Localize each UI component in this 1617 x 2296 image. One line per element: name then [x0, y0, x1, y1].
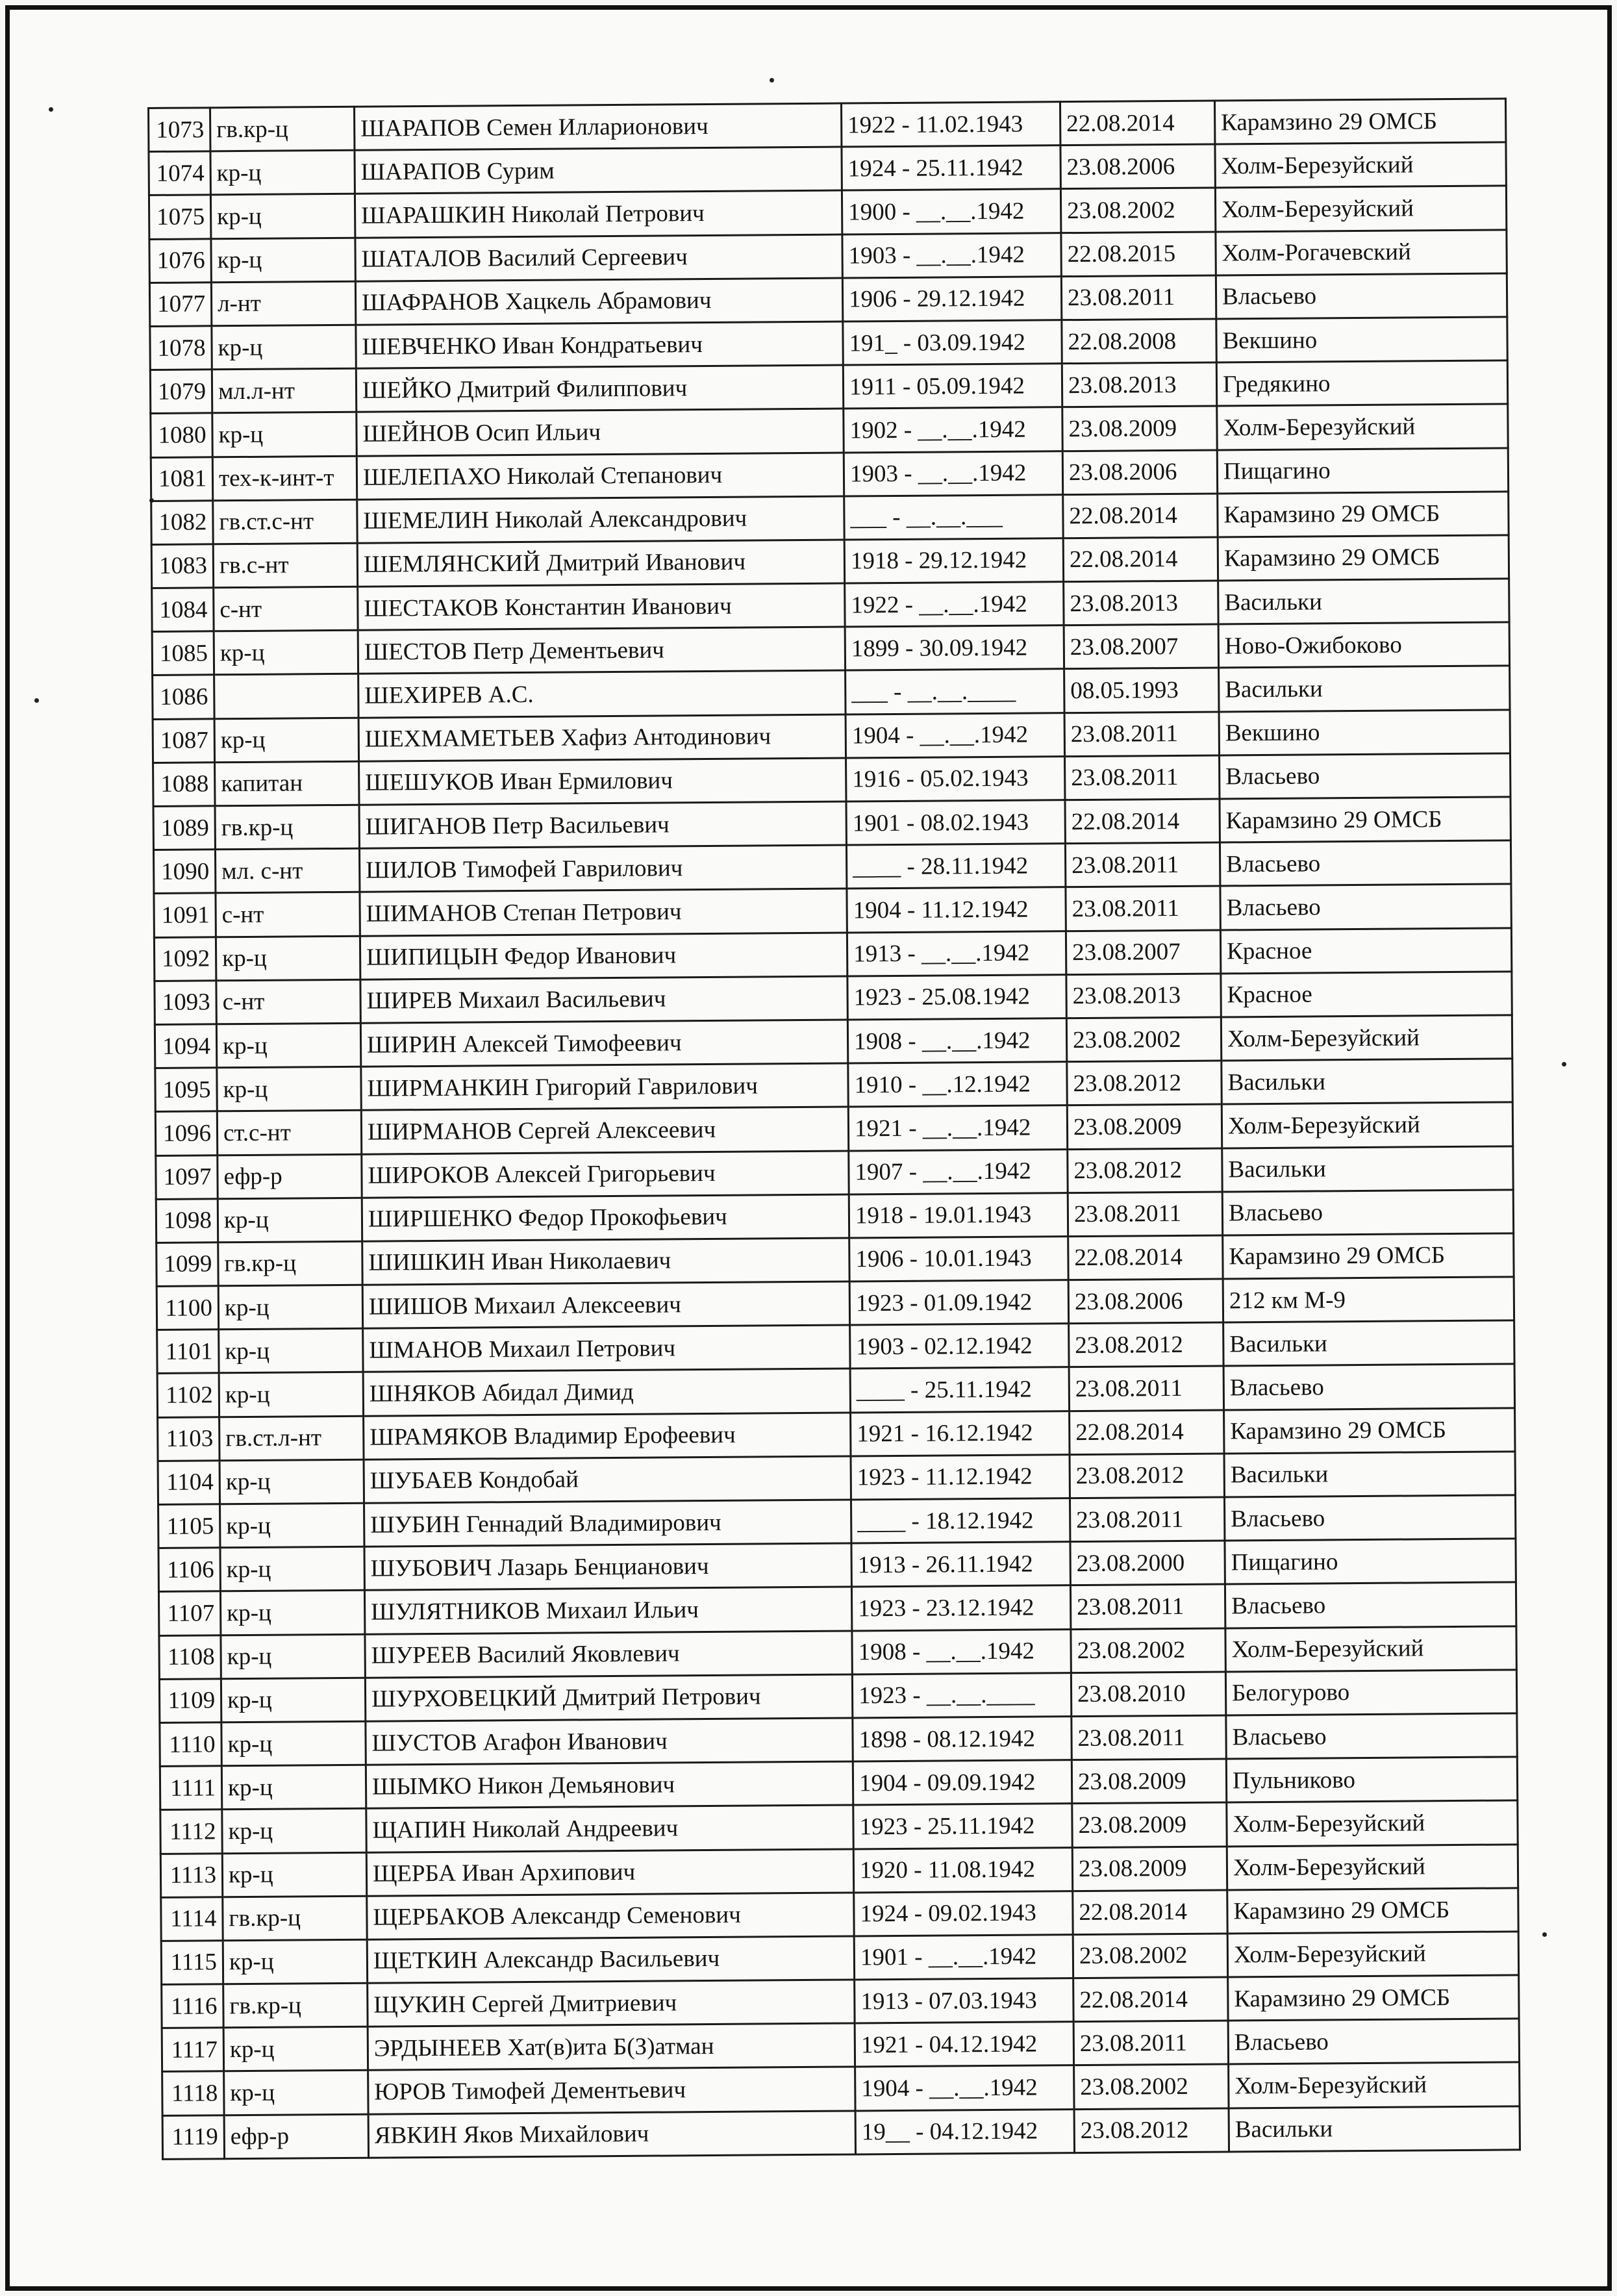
burial-place: Холм-Березуйский [1221, 1015, 1512, 1061]
military-rank: кр-ц [210, 194, 355, 239]
burial-roster-table [147, 97, 1521, 2160]
row-number: 1088 [153, 763, 215, 807]
reburial-date: 23.08.2011 [1065, 842, 1220, 887]
military-rank: кр-ц [219, 1372, 363, 1417]
reburial-date: 22.08.2014 [1068, 1235, 1223, 1280]
reburial-date: 23.08.2006 [1068, 1279, 1223, 1324]
burial-place: Холм-Березуйский [1225, 1626, 1516, 1671]
burial-place: Холм-Рогачевский [1216, 229, 1507, 275]
full-name: ШУЛЯТНИКОВ Михаил Ильич [364, 1587, 851, 1634]
burial-place: Карамзино 29 ОМСБ [1218, 492, 1509, 537]
reburial-date: 23.08.2011 [1065, 755, 1220, 800]
row-number: 1113 [160, 1853, 222, 1897]
reburial-date: 23.08.2011 [1070, 1497, 1224, 1542]
life-years: 1902 - __.__.1942 [844, 407, 1062, 453]
burial-place: Холм-Березуйский [1227, 1932, 1518, 1977]
row-number: 1115 [161, 1941, 223, 1985]
reburial-date: 23.08.2009 [1072, 1802, 1227, 1847]
life-years: 1923 - 23.12.1942 [851, 1585, 1070, 1631]
reburial-date: 23.08.2002 [1066, 1017, 1221, 1062]
military-rank: гв.кр-ц [215, 805, 359, 850]
life-years: 1903 - __.__.1942 [844, 451, 1062, 496]
burial-place: Векшино [1216, 317, 1507, 362]
reburial-date: 23.08.2002 [1073, 1934, 1227, 1978]
full-name: ШАТАЛОВ Василий Сергеевич [355, 234, 842, 281]
row-number: 1074 [149, 151, 210, 196]
row-number: 1095 [155, 1068, 217, 1112]
scan-speck [34, 698, 39, 703]
life-years: 1901 - 08.02.1943 [846, 800, 1065, 846]
military-rank: кр-ц [221, 1634, 365, 1679]
full-name: ШЕСТАКОВ Константин Иванович [358, 583, 845, 630]
military-rank: кр-ц [218, 1198, 362, 1243]
military-rank: гв.ст.с-нт [213, 499, 357, 544]
row-number: 1103 [158, 1417, 219, 1461]
life-years: 1921 - __.__.1942 [848, 1105, 1067, 1151]
full-name: ШИШОВ Михаил Алексеевич [362, 1281, 849, 1328]
burial-place: Карамзино 29 ОМСБ [1220, 797, 1510, 842]
burial-place: Холм-Березуйский [1222, 1102, 1512, 1148]
life-years: ____ - 18.12.1942 [851, 1498, 1070, 1544]
reburial-date: 22.08.2014 [1073, 1977, 1228, 2022]
life-years: 1922 - __.__.1942 [845, 582, 1064, 627]
reburial-date: 23.08.2009 [1072, 1759, 1226, 1804]
full-name: ШАРАПОВ Семен Илларионович [355, 103, 842, 150]
row-number: 1108 [159, 1635, 221, 1679]
burial-place: Карамзино 29 ОМСБ [1218, 535, 1509, 581]
row-number: 1092 [154, 937, 216, 981]
life-years: 1921 - 04.12.1942 [855, 2022, 1073, 2067]
scan-speck [49, 107, 53, 112]
row-number: 1114 [161, 1897, 223, 1941]
full-name: ШУБАЕВ Кондобай [364, 1456, 851, 1503]
row-number: 1090 [153, 850, 215, 894]
row-number: 1081 [151, 457, 212, 501]
reburial-date: 23.08.2007 [1066, 930, 1220, 975]
full-name: ШИШКИН Иван Николаевич [362, 1238, 849, 1285]
life-years: 1913 - __.__.1942 [847, 931, 1066, 976]
life-years: 1903 - 02.12.1942 [850, 1324, 1069, 1369]
military-rank: кр-ц [220, 1503, 364, 1548]
row-number: 1075 [149, 195, 210, 239]
life-years: ____ - 28.11.1942 [846, 844, 1065, 889]
row-number: 1111 [160, 1766, 221, 1810]
row-number: 1118 [162, 2071, 224, 2115]
burial-place: Красное [1220, 927, 1511, 973]
burial-place: Карамзино 29 ОМСБ [1223, 1233, 1514, 1279]
military-rank: кр-ц [220, 1546, 364, 1591]
military-rank: кр-ц [219, 1459, 364, 1504]
full-name: ЩУКИН Сергей Дмитриевич [368, 1980, 855, 2026]
row-number: 1085 [152, 631, 214, 675]
military-rank: кр-ц [223, 2026, 368, 2071]
reburial-date: 22.08.2014 [1065, 799, 1220, 844]
row-number: 1086 [153, 675, 214, 719]
row-number: 1087 [153, 718, 214, 763]
row-number: 1091 [154, 893, 216, 937]
military-rank: мл. с-нт [215, 848, 359, 893]
burial-place: Карамзино 29 ОМСБ [1227, 1888, 1518, 1934]
reburial-date: 23.08.2000 [1070, 1541, 1225, 1585]
burial-place: Васильки [1222, 1059, 1512, 1104]
scanned-page [5, 5, 1612, 2291]
life-years: 1920 - 11.08.1942 [853, 1847, 1072, 1893]
row-number: 1100 [157, 1286, 218, 1330]
full-name: ШИЛОВ Тимофей Гаврилович [359, 845, 846, 892]
full-name: ШЕВЧЕНКО Иван Кондратьевич [356, 322, 843, 368]
full-name: ШУБОВИЧ Лазарь Бенцианович [364, 1543, 851, 1590]
life-years: 1916 - 05.02.1943 [846, 756, 1065, 801]
life-years: 1906 - 10.01.1943 [849, 1237, 1068, 1282]
reburial-date: 23.08.2006 [1060, 144, 1215, 189]
military-rank: кр-ц [222, 1809, 366, 1854]
life-years: 1901 - __.__.1942 [854, 1934, 1073, 1980]
row-number: 1094 [155, 1024, 216, 1068]
military-rank: кр-ц [219, 1328, 363, 1373]
life-years: 191_ - 03.09.1942 [843, 320, 1062, 366]
full-name: ЩЕРБА Иван Архипович [366, 1848, 853, 1895]
row-number: 1097 [156, 1155, 218, 1199]
military-rank: кр-ц [223, 1939, 367, 1984]
full-name: ШЕШУКОВ Иван Ермилович [359, 758, 846, 805]
life-years: 1904 - 09.09.1942 [853, 1760, 1072, 1806]
military-rank [214, 674, 358, 719]
life-years: 1921 - 16.12.1942 [851, 1411, 1070, 1456]
full-name: ШАРАПОВ Сурим [355, 147, 842, 194]
row-number: 1093 [155, 981, 216, 1025]
full-name: ШМАНОВ Михаил Петрович [363, 1325, 850, 1372]
reburial-date: 23.08.2013 [1062, 362, 1216, 407]
life-years: 1904 - 11.12.1942 [847, 887, 1066, 933]
life-years: 1923 - 11.12.1942 [851, 1454, 1070, 1500]
reburial-date: 23.08.2012 [1074, 2108, 1229, 2153]
reburial-date: 22.08.2014 [1063, 537, 1218, 582]
reburial-date: 23.08.2009 [1062, 406, 1217, 451]
full-name: ШНЯКОВ Абидал Димид [363, 1369, 850, 1415]
reburial-date: 23.08.2011 [1069, 1366, 1223, 1411]
row-number: 1080 [151, 413, 212, 457]
burial-place: Холм-Березуйский [1227, 1844, 1518, 1889]
reburial-date: 23.08.2011 [1068, 1192, 1222, 1237]
reburial-date: 23.08.2012 [1070, 1454, 1224, 1498]
military-rank: кр-ц [222, 1852, 366, 1897]
row-number: 1105 [158, 1504, 220, 1548]
life-years: ____ - 25.11.1942 [850, 1367, 1069, 1413]
burial-place: Васильки [1219, 666, 1510, 711]
reburial-date: 23.08.2012 [1067, 1061, 1222, 1105]
burial-place: Власьево [1216, 273, 1507, 319]
reburial-date: 23.08.2011 [1073, 2021, 1228, 2065]
reburial-date: 23.08.2006 [1062, 450, 1217, 495]
burial-place: Гредякино [1216, 360, 1507, 406]
scan-speck [1542, 1932, 1547, 1937]
row-number: 1099 [157, 1243, 218, 1287]
full-name: ШУРХОВЕЦКИЙ Дмитрий Петрович [365, 1674, 852, 1721]
row-number: 1102 [157, 1373, 219, 1417]
row-number: 1082 [151, 500, 213, 544]
burial-place: Холм-Березуйский [1229, 2062, 1520, 2108]
full-name: ЩЕТКИН Александр Васильевич [367, 1936, 854, 1983]
burial-place: Власьево [1228, 2019, 1519, 2064]
row-number: 1109 [159, 1679, 221, 1723]
scan-speck [1562, 1062, 1566, 1066]
full-name: ШЫМКО Никон Демьянович [366, 1761, 853, 1808]
row-number: 1098 [156, 1198, 218, 1243]
reburial-date: 23.08.2002 [1071, 1628, 1225, 1673]
burial-place: Власьево [1225, 1582, 1516, 1628]
full-name: ШИПИЦЫН Федор Иванович [360, 933, 847, 979]
reburial-date: 23.08.2007 [1064, 624, 1218, 669]
burial-place: Векшино [1219, 710, 1510, 755]
life-years: 1923 - 25.11.1942 [853, 1804, 1072, 1849]
military-rank: кр-ц [212, 325, 356, 370]
reburial-date: 23.08.2011 [1061, 275, 1216, 320]
military-rank: ефр-р [224, 2114, 368, 2159]
full-name: ШЕМЕЛИН Николай Александрович [357, 496, 844, 543]
reburial-date: 23.08.2012 [1069, 1322, 1223, 1367]
row-number: 1073 [149, 108, 210, 152]
full-name: ШРАМЯКОВ Владимир Ерофеевич [364, 1413, 851, 1459]
row-number: 1076 [149, 238, 211, 283]
row-number: 1101 [157, 1330, 219, 1374]
military-rank: кр-ц [217, 1066, 361, 1111]
life-years: 1903 - __.__.1942 [842, 233, 1061, 278]
row-number: 1117 [162, 2028, 223, 2072]
burial-place: Холм-Березуйский [1215, 142, 1506, 188]
military-rank: тех-к-инт-т [212, 456, 357, 501]
full-name: ШИМАНОВ Степан Петрович [360, 889, 847, 935]
life-years: 1918 - 29.12.1942 [844, 538, 1063, 584]
burial-place: Власьево [1226, 1713, 1517, 1759]
full-name: ШУБИН Геннадий Владимирович [364, 1500, 851, 1546]
military-rank: кр-ц [214, 718, 358, 763]
reburial-date: 23.08.2002 [1060, 188, 1215, 233]
burial-place: Холм-Березуйский [1227, 1800, 1518, 1846]
military-rank: ефр-р [218, 1154, 362, 1199]
military-rank: ст.с-нт [217, 1111, 361, 1155]
burial-place: Белогурово [1225, 1670, 1516, 1715]
table-row [162, 2106, 1520, 2159]
reburial-date: 22.08.2014 [1070, 1410, 1224, 1455]
full-name: ШЕХМАМЕТЬЕВ Хафиз Антодинович [358, 714, 846, 761]
full-name: ШУСТОВ Агафон Иванович [366, 1718, 853, 1765]
full-name: ЭРДЫНЕЕВ Хат(в)ита Б(З)атман [368, 2023, 855, 2070]
military-rank: кр-ц [224, 2071, 368, 2115]
reburial-date: 22.08.2014 [1063, 494, 1218, 538]
full-name: ШЕХИРЕВ А.С. [358, 670, 846, 717]
reburial-date: 23.08.2013 [1064, 581, 1218, 625]
military-rank: гв.кр-ц [210, 107, 355, 151]
reburial-date: 22.08.2014 [1060, 101, 1214, 145]
burial-place: Власьево [1220, 753, 1510, 799]
life-years: 1908 - __.__.1942 [852, 1629, 1071, 1674]
row-number: 1107 [158, 1591, 220, 1635]
military-rank: кр-ц [212, 412, 357, 457]
military-rank: кр-ц [210, 150, 355, 195]
row-number: 1084 [152, 588, 214, 632]
military-rank: кр-ц [211, 238, 355, 283]
life-years: 1913 - 07.03.1943 [855, 1978, 1073, 2024]
military-rank: кр-ц [221, 1765, 366, 1810]
life-years: 1898 - 08.12.1942 [853, 1717, 1072, 1762]
row-number: 1083 [151, 544, 213, 588]
row-number: 1110 [160, 1722, 221, 1767]
life-years: 1922 - 11.02.1943 [841, 102, 1060, 147]
full-name: ШИРЕВ Михаил Васильевич [360, 976, 847, 1023]
reburial-date: 22.08.2014 [1073, 1890, 1227, 1935]
life-years: 1923 - 25.08.1942 [847, 974, 1066, 1020]
full-name: ШУРЕЕВ Василий Яковлевич [365, 1631, 852, 1678]
life-years: 1904 - __.__.1942 [846, 713, 1064, 758]
life-years: 1910 - __.12.1942 [848, 1062, 1067, 1107]
row-number: 1079 [150, 370, 212, 414]
burial-place: Власьево [1223, 1364, 1514, 1409]
life-years: 1923 - __.__.____ [852, 1672, 1071, 1718]
military-rank: кр-ц [216, 1023, 360, 1068]
full-name: ШИРШЕНКО Федор Прокофьевич [362, 1194, 849, 1241]
burial-place: Власьево [1220, 840, 1510, 886]
military-rank: кр-ц [216, 936, 360, 981]
military-rank: кр-ц [214, 631, 358, 675]
reburial-date: 23.08.2009 [1072, 1846, 1227, 1891]
military-rank: гв.ст.л-нт [219, 1416, 364, 1461]
full-name: ШИРМАНКИН Григорий Гаврилович [361, 1063, 848, 1110]
reburial-date: 23.08.2011 [1064, 712, 1219, 757]
burial-roster-sheet [147, 97, 1519, 2160]
row-number: 1078 [150, 326, 212, 370]
burial-place: Власьево [1220, 884, 1511, 929]
burial-place: Васильки [1218, 579, 1509, 624]
military-rank: гв.кр-ц [223, 1983, 368, 2028]
full-name: ШЕЛЕПАХО Николай Степанович [357, 453, 844, 499]
burial-place: Красное [1221, 972, 1512, 1017]
military-rank: гв.с-нт [213, 543, 357, 588]
burial-place: Васильки [1224, 1452, 1515, 1497]
military-rank: кр-ц [221, 1678, 365, 1722]
life-years: ___ - __.__.___ [844, 494, 1063, 540]
burial-place: Васильки [1229, 2106, 1520, 2151]
burial-place: Карамзино 29 ОМСБ [1224, 1407, 1515, 1453]
reburial-date: 23.08.2011 [1070, 1584, 1225, 1629]
reburial-date: 23.08.2013 [1066, 974, 1221, 1018]
reburial-date: 23.08.2010 [1071, 1672, 1225, 1717]
full-name: ЩАПИН Николай Андреевич [366, 1805, 853, 1852]
life-years: ___ - __.__.____ [846, 669, 1064, 714]
row-number: 1116 [162, 1984, 223, 2028]
military-rank: с-нт [214, 587, 358, 631]
life-years: 1918 - 19.01.1943 [849, 1192, 1068, 1238]
reburial-date: 22.08.2015 [1061, 232, 1216, 277]
scan-speck [770, 78, 774, 82]
burial-place: Пищагино [1217, 448, 1508, 493]
military-rank: капитан [215, 761, 359, 806]
row-number: 1089 [153, 806, 215, 850]
row-number: 1106 [158, 1548, 220, 1592]
reburial-date: 23.08.2009 [1067, 1104, 1222, 1149]
full-name: ЩЕРБАКОВ Александр Семенович [367, 1893, 854, 1939]
full-name: ЮРОВ Тимофей Дементьевич [368, 2067, 855, 2113]
row-number: 1096 [155, 1111, 217, 1155]
military-rank: гв.кр-ц [223, 1896, 367, 1941]
military-rank: кр-ц [220, 1591, 364, 1635]
row-number: 1104 [158, 1461, 219, 1505]
burial-place: Карамзино 29 ОМСБ [1214, 99, 1505, 144]
reburial-date: 23.08.2002 [1074, 2064, 1229, 2109]
life-years: 1913 - 26.11.1942 [851, 1542, 1070, 1587]
burial-place: Васильки [1223, 1320, 1514, 1366]
burial-place: Ново-Ожибоково [1218, 622, 1509, 668]
burial-place: Власьево [1224, 1495, 1515, 1541]
burial-place: 212 км М-9 [1223, 1277, 1514, 1322]
burial-place: Пищагино [1225, 1539, 1516, 1584]
burial-place: Карамзино 29 ОМСБ [1228, 1975, 1519, 2021]
full-name: ШЕЙКО Дмитрий Филиппович [356, 365, 843, 412]
military-rank: кр-ц [221, 1721, 366, 1766]
full-name: ШИРИН Алексей Тимофеевич [360, 1020, 847, 1066]
life-years: 1924 - 09.02.1943 [854, 1891, 1073, 1936]
reburial-date: 23.08.2012 [1068, 1148, 1222, 1192]
burial-place: Холм-Березуйский [1217, 404, 1508, 449]
full-name: ШАРАШКИН Николай Петрович [355, 190, 842, 237]
burial-place: Пульниково [1226, 1757, 1517, 1802]
reburial-date: 22.08.2008 [1062, 319, 1216, 364]
life-years: 19__ - 04.12.1942 [855, 2109, 1074, 2154]
full-name: ШИРОКОВ Алексей Григорьевич [362, 1151, 849, 1198]
full-name: ШИРМАНОВ Сергей Алексеевич [361, 1107, 848, 1154]
life-years: 1924 - 25.11.1942 [842, 145, 1060, 191]
burial-place: Васильки [1222, 1146, 1513, 1191]
row-number: 1077 [149, 283, 211, 327]
life-years: 1906 - 29.12.1942 [842, 276, 1061, 322]
life-years: 1907 - __.__.1942 [849, 1149, 1068, 1194]
life-years: 1904 - __.__.1942 [855, 2065, 1074, 2111]
full-name: ШАФРАНОВ Хацкель Абрамович [355, 278, 842, 325]
burial-place: Холм-Березуйский [1215, 186, 1506, 231]
life-years: 1899 - 30.09.1942 [845, 625, 1064, 671]
military-rank: гв.кр-ц [218, 1241, 362, 1286]
life-years: 1911 - 05.09.1942 [843, 364, 1062, 409]
row-number: 1119 [162, 2115, 224, 2159]
life-years: 1900 - __.__.1942 [842, 189, 1060, 234]
military-rank: с-нт [216, 979, 360, 1024]
military-rank: л-нт [211, 281, 355, 326]
reburial-date: 23.08.2011 [1072, 1715, 1226, 1760]
military-rank: кр-ц [218, 1285, 362, 1330]
full-name: ШЕЙНОВ Осип Ильич [357, 409, 844, 455]
military-rank: мл.л-нт [212, 368, 356, 413]
life-years: 1908 - __.__.1942 [847, 1018, 1066, 1064]
reburial-date: 23.08.2011 [1066, 886, 1220, 931]
full-name: ШЕМЛЯНСКИЙ Дмитрий Иванович [357, 540, 844, 587]
reburial-date: 08.05.1993 [1064, 668, 1219, 713]
full-name: ШИГАНОВ Петр Васильевич [359, 801, 846, 848]
full-name: ШЕСТОВ Петр Дементьевич [358, 627, 845, 674]
row-number: 1112 [160, 1810, 222, 1854]
roster-body [149, 99, 1520, 2159]
full-name: ЯВКИН Яков Михайлович [368, 2111, 855, 2158]
burial-place: Власьево [1222, 1190, 1513, 1235]
military-rank: с-нт [216, 892, 360, 937]
life-years: 1923 - 01.09.1942 [849, 1280, 1068, 1326]
